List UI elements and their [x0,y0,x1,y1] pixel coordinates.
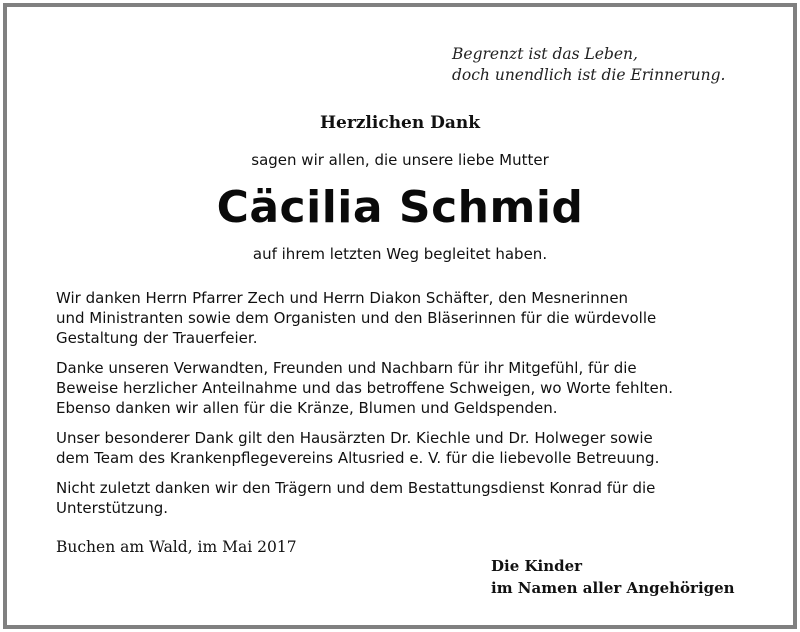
signature [491,555,735,599]
paragraph-line: dem Team des Krankenpflegevereins Altusried e. V. für die liebevolle Betreuung. [56,449,660,467]
motto [452,44,725,86]
motto-line-1: Begrenzt ist das Leben, [452,45,638,63]
paragraph-line: Danke unseren Verwandten, Freunden und Nachbarn für ihr Mitgefühl, für die [56,359,637,377]
motto-line-2: doch unendlich ist die Erinnerung. [452,66,726,84]
paragraph-line: Ebenso danken wir allen für die Kränze, Blumen und Geldspenden. [56,399,558,417]
signature-line-1: Die Kinder [491,557,583,575]
place-date: Buchen am Wald, im Mai 2017 [56,538,297,556]
paragraph-bearers [56,478,756,518]
paragraph-line: Wir danken Herrn Pfarrer Zech und Herrn Diakon Schäfter, den Mesnerinnen [56,289,629,307]
paragraph-line: Beweise herzlicher Anteilnahme und das betroffene Schweigen, wo Worte fehlten. [56,379,674,397]
paragraph-line: und Ministranten sowie dem Organisten und den Bläserinnen für die würdevolle [56,309,657,327]
heading: Herzlichen Dank [319,113,481,133]
intro-text: sagen wir allen, die unsere liebe Mutter [251,151,549,169]
outro-text: auf ihrem letzten Weg begleitet haben. [252,245,548,263]
paragraph-doctors [56,428,756,468]
paragraph-line: Nicht zuletzt danken wir den Trägern und dem Bestattungsdienst Konrad für die [56,479,656,497]
paragraph-clergy [56,288,756,348]
paragraph-line: Gestaltung der Trauerfeier. [56,329,258,347]
paragraph-line: Unterstützung. [56,499,169,517]
paragraph-line: Unser besonderer Dank gilt den Hausärzten Dr. Kiechle und Dr. Holweger sowie [56,429,653,447]
deceased-name: Cäcilia Schmid [216,182,584,233]
thanks-body [56,288,756,528]
paragraph-relatives [56,358,756,418]
signature-line-2: im Namen aller Angehörigen [491,579,735,597]
